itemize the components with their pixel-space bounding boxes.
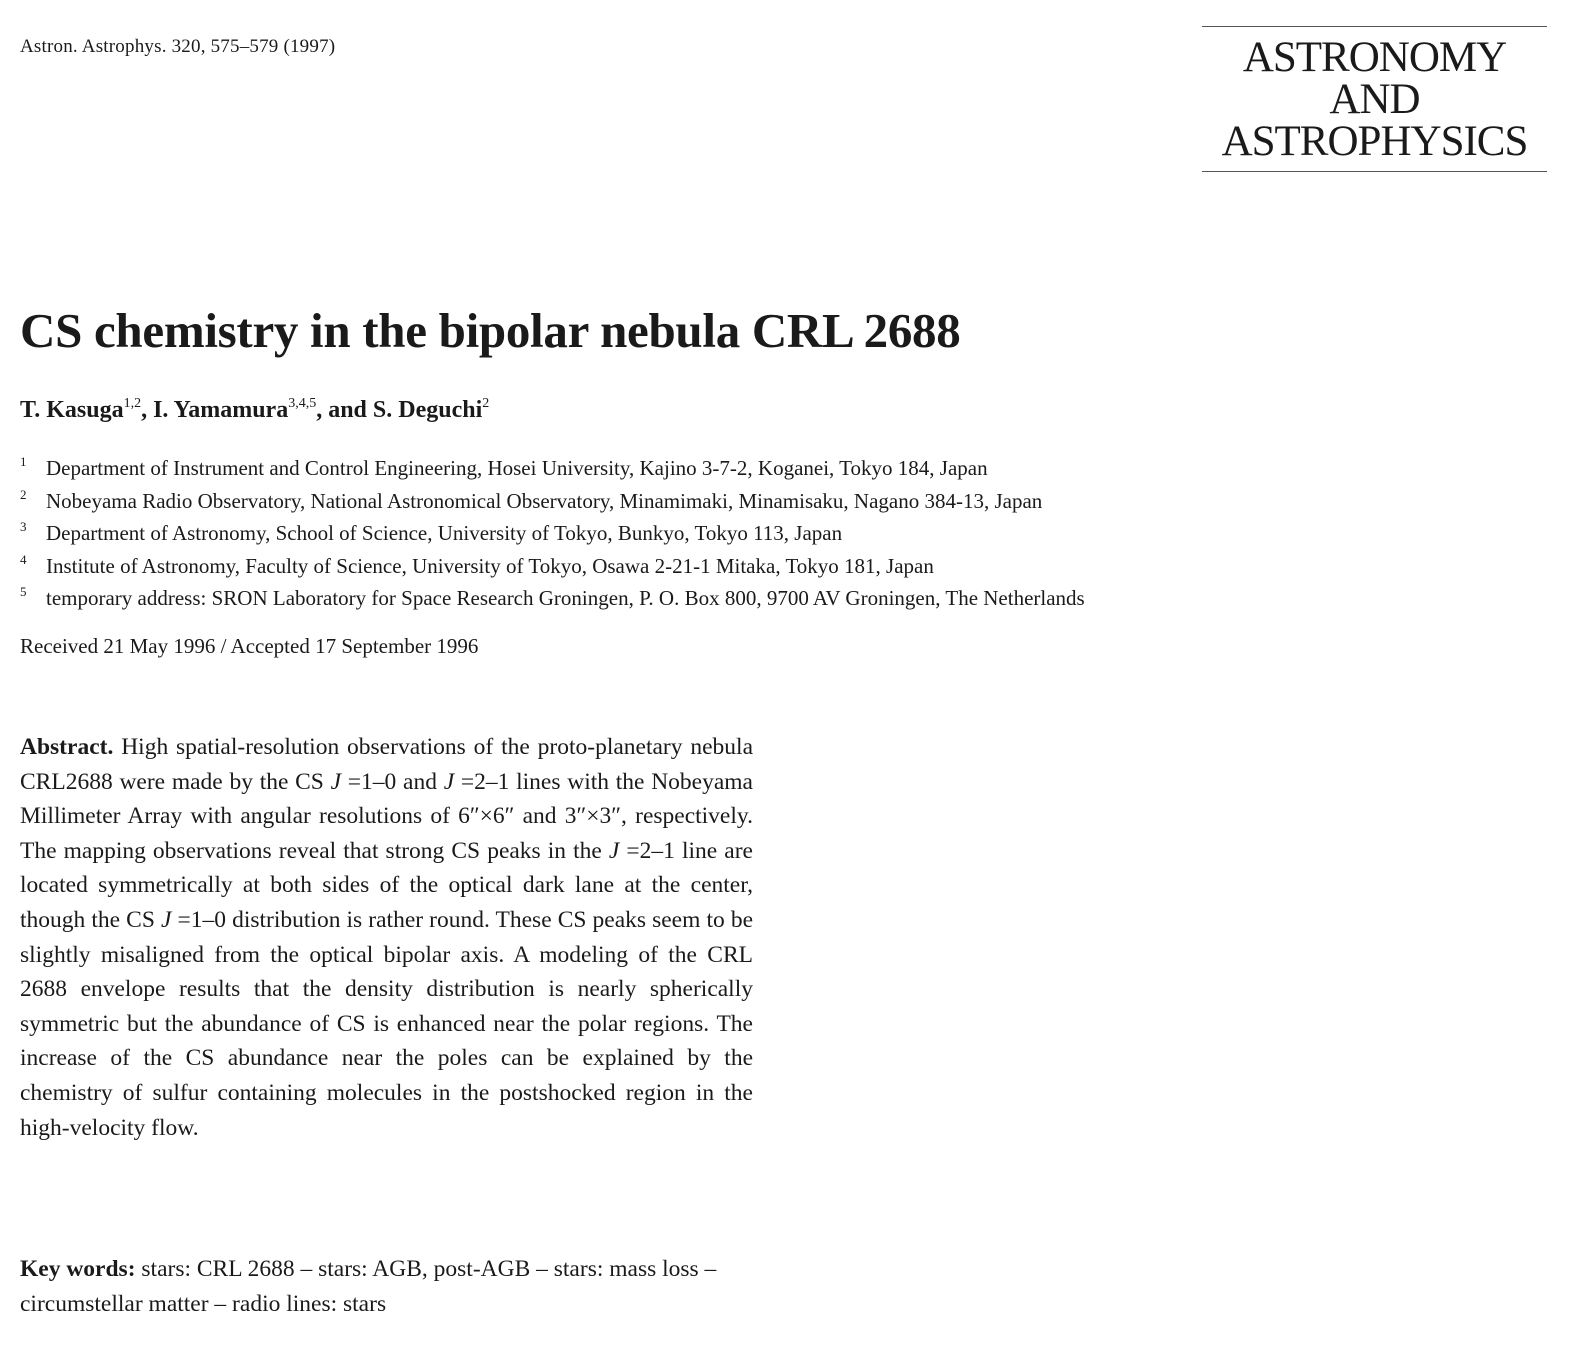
affiliation-number: 3 — [20, 519, 27, 534]
affiliation-list — [20, 446, 1085, 609]
keywords — [20, 1252, 753, 1322]
affiliation-number: 1 — [20, 454, 27, 469]
affiliation-item — [20, 479, 1085, 512]
affiliation-number: 2 — [20, 486, 27, 502]
affiliation-item — [20, 544, 1085, 577]
affiliation-item — [20, 446, 1085, 479]
author-affiliation-marker: 3,4,5 — [288, 396, 317, 411]
affiliation-item — [20, 576, 1085, 609]
abstract-text: =1–0 and — [341, 768, 444, 795]
keywords-label: Key words: — [20, 1256, 136, 1282]
affiliation-item — [20, 511, 1085, 544]
author-name: S. Deguchi — [372, 397, 483, 423]
affiliation-text: Nobeyama Radio Observatory, National Astronomical Observatory, Minamimaki, Minamisaku, Nagano 384-13, Japan — [46, 488, 1043, 513]
author-affiliation-marker: 1,2 — [123, 396, 142, 411]
abstract-symbol: J — [330, 768, 342, 795]
abstract-symbol: J — [160, 906, 172, 933]
affiliation-number: 4 — [20, 551, 27, 567]
keywords-text: stars: CRL 2688 – stars: AGB, post-AGB – stars: mass loss – circumstellar matter – radio lines: stars — [20, 1256, 717, 1317]
paper-title: CS chemistry in the bipolar nebula CRL 2688 — [20, 303, 961, 358]
abstract-text: =2–1 lines with the Nobeyama Millimeter Array with angular resolutions of 6″×6″ and 3″×3″, respectively. The mapping observations reveal that strong CS peaks in the — [20, 768, 753, 864]
abstract-text: =2–1 line are located symmetrically at both sides of the optical dark lane at the center, though the CS — [20, 837, 753, 933]
journal-citation: Astron. Astrophys. 320, 575–579 (1997) — [20, 36, 336, 57]
affiliation-text: Institute of Astronomy, Faculty of Science, University of Tokyo, Osawa 2-21-1 Mitaka, Tokyo 181, Japan — [46, 553, 934, 578]
received-accepted-dates: Received 21 May 1996 / Accepted 17 September 1996 — [20, 634, 479, 658]
author-name: I. Yamamura — [153, 397, 289, 423]
author-separator: , — [141, 397, 154, 423]
abstract-text: =1–0 distribution is rather round. These CS peaks seem to be slightly misaligned from the optical bipolar axis. A modeling of the CRL 2688 envelope results that the density distribution is nearly spherically symmetric but the abundance of CS is enhanced near the polar regions. The increase of the CS abundance near the poles can be explained by the chemistry of sulfur containing molecules in the postshocked region in the high-velocity flow. — [20, 906, 754, 1141]
journal-line: ASTRONOMY — [1242, 34, 1507, 81]
affiliation-text: Department of Instrument and Control Engineering, Hosei University, Kajino 3-7-2, Koganei, Tokyo 184, Japan — [46, 456, 988, 480]
author-list — [20, 396, 489, 424]
author-affiliation-marker: 2 — [482, 396, 490, 411]
affiliation-number: 5 — [20, 584, 27, 599]
journal-masthead — [1202, 26, 1547, 172]
journal-line: AND — [1329, 76, 1420, 123]
abstract-text: High spatial-resolution observations of the proto-planetary nebula CRL2688 were made by the CS — [20, 734, 753, 795]
affiliation-text: Department of Astronomy, School of Science, University of Tokyo, Bunkyo, Tokyo 113, Japan — [46, 521, 843, 545]
abstract-symbol: J — [443, 768, 455, 795]
abstract-symbol: J — [608, 837, 620, 864]
author-name: T. Kasuga — [20, 397, 124, 423]
abstract-label: Abstract. — [20, 734, 114, 760]
abstract — [20, 730, 753, 1145]
journal-line: ASTROPHYSICS — [1221, 118, 1528, 165]
author-separator: , and — [316, 397, 373, 423]
affiliation-text: temporary address: SRON Laboratory for Space Research Groningen, P. O. Box 800, 9700 AV Groningen, The Netherlands — [46, 586, 1085, 610]
